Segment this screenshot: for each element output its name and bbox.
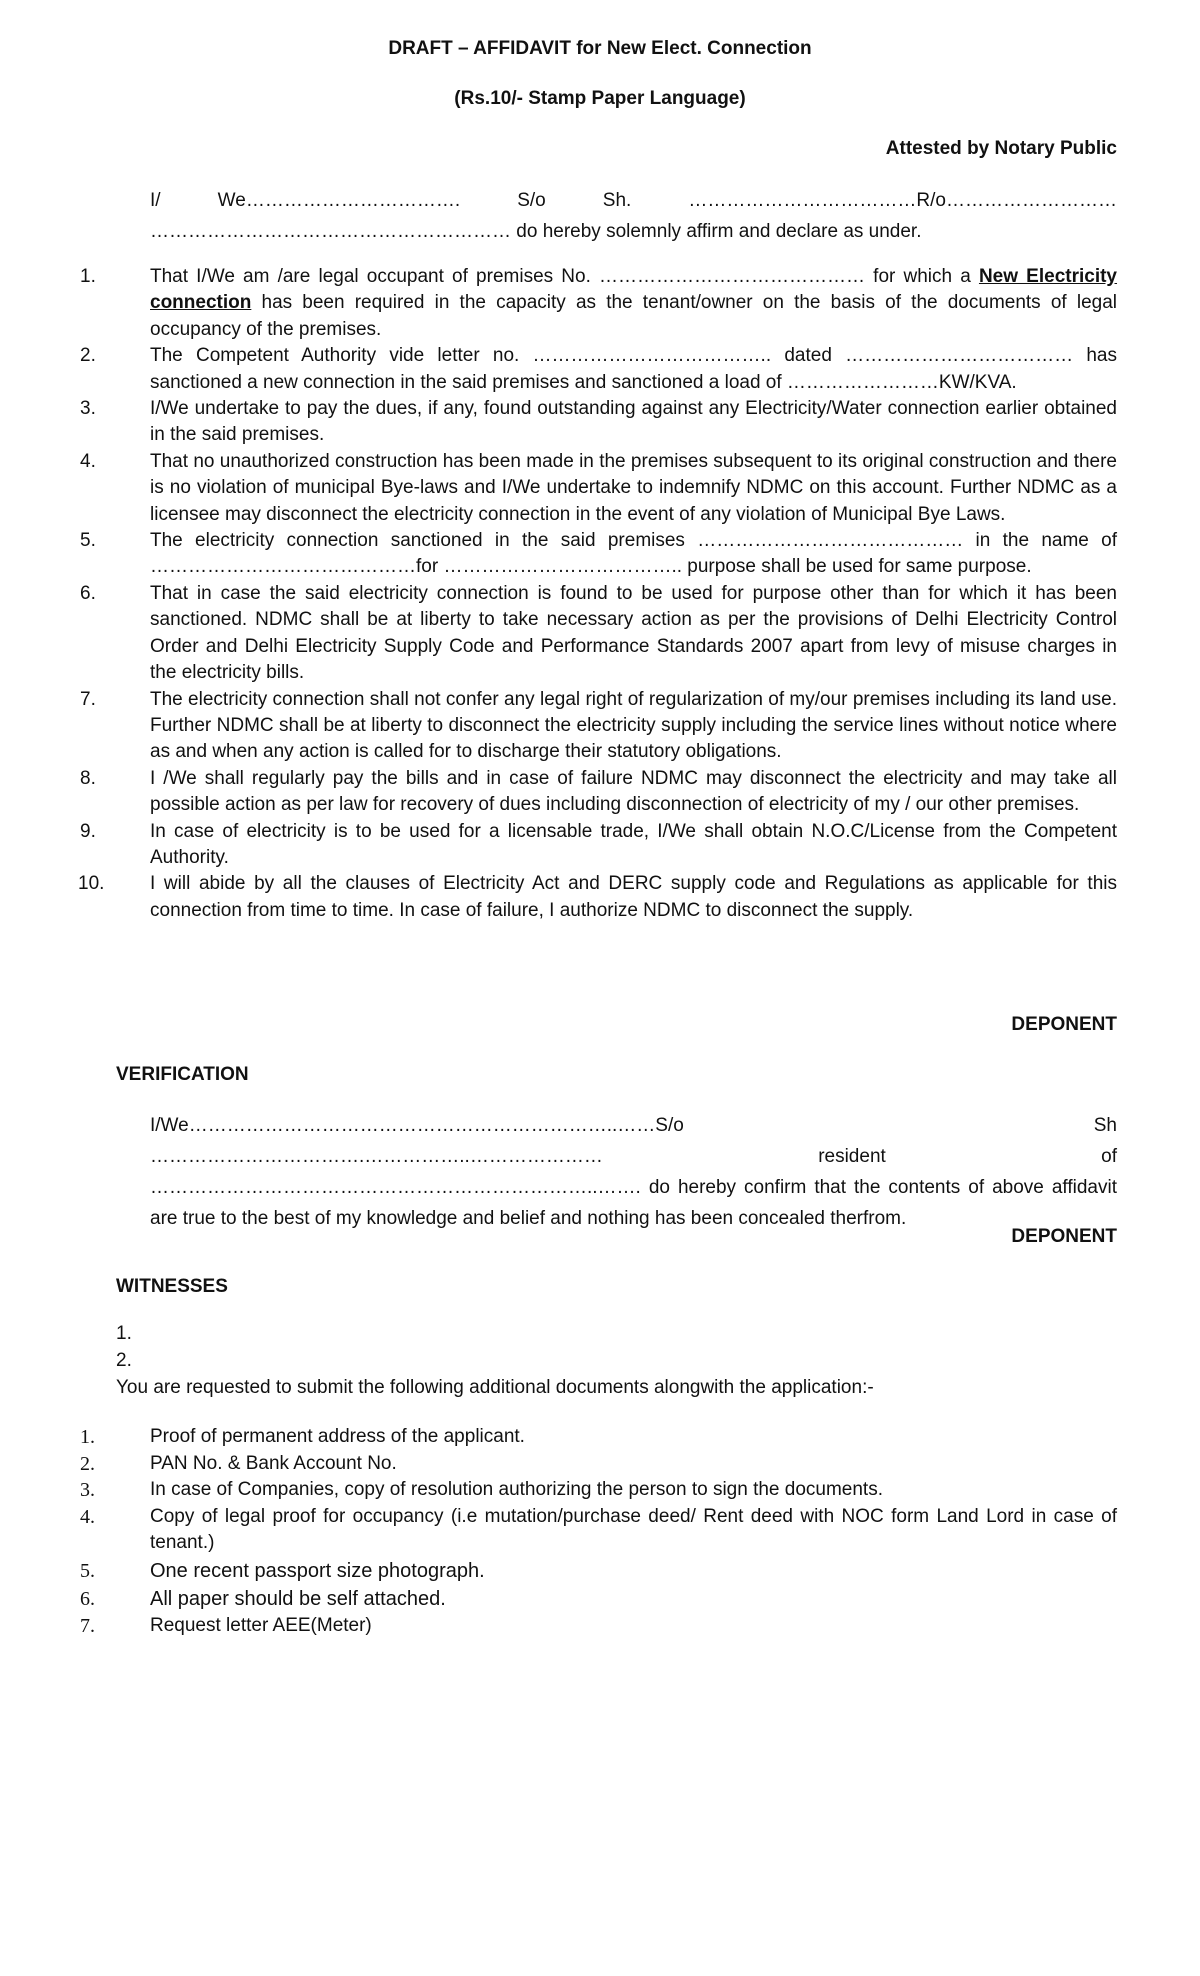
clause-item xyxy=(0,581,1117,687)
clause-item xyxy=(0,528,1117,581)
clause-text: The electricity connection shall not confer any legal right of regularization of my/our premises including its land use. Further NDMC shall be at liberty to disconnect the electricity supply including the service lines without notice where as and when any action is called for to discharge their statutory obligations. xyxy=(150,688,1117,763)
clause-text-post: has been required in the capacity as the tenant/owner on the basis of the documents of legal occupancy of the premises. xyxy=(150,292,1117,340)
witness-line: 2. xyxy=(116,1350,132,1371)
document-text: Request letter AEE(Meter) xyxy=(150,1614,372,1636)
required-documents-list xyxy=(0,1424,1200,1639)
clause-number: 1. xyxy=(80,266,96,287)
clause-text: In case of electricity is to be used for a licensable trade, I/We shall obtain N.O.C/License from the Competent Authority. xyxy=(150,820,1117,868)
deponent-label: DEPONENT xyxy=(1011,1226,1117,1247)
clause-item xyxy=(0,449,1117,528)
clause-item xyxy=(0,819,1117,872)
verification-heading: VERIFICATION xyxy=(116,1064,249,1085)
clause-number: 10. xyxy=(78,873,105,895)
document-title: DRAFT – AFFIDAVIT for New Elect. Connection xyxy=(388,38,812,59)
document-item xyxy=(0,1451,1117,1478)
clause-item xyxy=(0,264,1117,343)
clause-item xyxy=(0,871,1117,924)
affidavit-clauses xyxy=(0,264,1200,924)
document-item xyxy=(0,1613,1117,1640)
document-number: 6. xyxy=(80,1587,95,1610)
clause-number: 3. xyxy=(80,398,96,420)
clause-text: That no unauthorized construction has been made in the premises subsequent to its original construction and there is no violation of municipal Bye-laws and I/We undertake to indemnify NDMC on this account. Further NDMC as a licensee may disconnect the electricity connection in the event of any violation of Municipal Bye Laws. xyxy=(150,450,1117,525)
clause-number: 9. xyxy=(80,820,96,842)
document-item xyxy=(0,1557,1117,1585)
document-subtitle: (Rs.10/- Stamp Paper Language) xyxy=(454,88,746,109)
clause-text: The Competent Authority vide letter no. ……………………………….. dated ……………………………… has sanctioned a new connection in the said premises and sanctioned a load of ……………………KW/KVA. xyxy=(150,345,1117,393)
document-text: Proof of permanent address of the applicant. xyxy=(150,1426,525,1447)
clause-text: I /We shall regularly pay the bills and in case of failure NDMC may disconnect the electricity and may take all possible action as per law for recovery of dues including disconnection of electricity of my / our other premises. xyxy=(150,767,1117,816)
document-number: 4. xyxy=(80,1505,95,1528)
clause-text: I/We undertake to pay the dues, if any, found outstanding against any Electricity/Water connection earlier obtained in the said premises. xyxy=(150,398,1117,446)
document-item xyxy=(0,1424,1117,1451)
documents-intro: You are requested to submit the following additional documents alongwith the application:- xyxy=(116,1377,874,1398)
clause-text: The electricity connection sanctioned in the said premises …………………………………… in the name of ……………………………………for ……………………………….. purpose shall be used for same purpose. xyxy=(150,530,1117,578)
clause-number: 7. xyxy=(80,688,96,710)
document-text: All paper should be self attached. xyxy=(150,1587,446,1610)
document-number: 7. xyxy=(80,1614,95,1637)
clause-number: 8. xyxy=(80,767,96,789)
attested-note: Attested by Notary Public xyxy=(885,138,1117,159)
clause-text-pre: That I/We am /are legal occupant of premises No. …………………………………… for which a xyxy=(150,266,979,287)
document-text: In case of Companies, copy of resolution authorizing the person to sign the documents. xyxy=(150,1479,883,1500)
deponent-label: DEPONENT xyxy=(1011,1014,1117,1035)
clause-item xyxy=(0,396,1117,449)
clause-number: 4. xyxy=(80,450,96,472)
document-item xyxy=(0,1477,1117,1504)
document-text: PAN No. & Bank Account No. xyxy=(150,1452,397,1474)
document-item xyxy=(0,1585,1117,1613)
clause-text: I will abide by all the clauses of Electricity Act and DERC supply code and Regulations as applicable for this connection from time to time. In case of failure, I authorize NDMC to disconnect the supply. xyxy=(150,873,1117,921)
document-number: 2. xyxy=(80,1452,95,1475)
clause-text: That in case the said electricity connection is found to be used for purpose other than for which it has been sanctioned. NDMC shall be at liberty to take necessary action as per the provisions of Delhi Electricity Control Order and Delhi Electricity Supply Code and Performance Standards 2007 apart from levy of misuse charges in the electricity bills. xyxy=(150,582,1117,684)
document-text: Copy of legal proof for occupancy (i.e mutation/purchase deed/ Rent deed with NOC form Land Lord in case of tenant.) xyxy=(150,1505,1117,1553)
clause-item xyxy=(0,343,1117,396)
clause-emphasis: New Electricity connection xyxy=(150,266,1118,314)
document-item xyxy=(0,1504,1117,1557)
document-number: 1. xyxy=(80,1426,95,1448)
witnesses-heading: WITNESSES xyxy=(116,1276,228,1297)
clause-number: 2. xyxy=(80,345,96,367)
clause-number: 6. xyxy=(80,582,96,604)
witness-line: 1. xyxy=(116,1323,132,1344)
document-number: 5. xyxy=(80,1559,95,1582)
document-number: 3. xyxy=(80,1479,95,1501)
document-text: One recent passport size photograph. xyxy=(150,1559,485,1582)
clause-number: 5. xyxy=(80,530,96,552)
intro-paragraph: I/ We……………………………. S/o Sh. ………………………………R/o……………………… ………………………………………………… do hereby solemnly affirm and declare as under. xyxy=(150,190,1117,242)
clause-item xyxy=(0,687,1117,766)
verification-paragraph: I/We…………………………………………………………..……S/o Sh …………………………….……………..………………… resident of ……………………………………………………………..……. do hereby confirm that the contents of above affidavit are true to the best of my knowledge and belief and nothing has been concealed therfrom. xyxy=(150,1115,1117,1229)
clause-item xyxy=(0,766,1117,819)
